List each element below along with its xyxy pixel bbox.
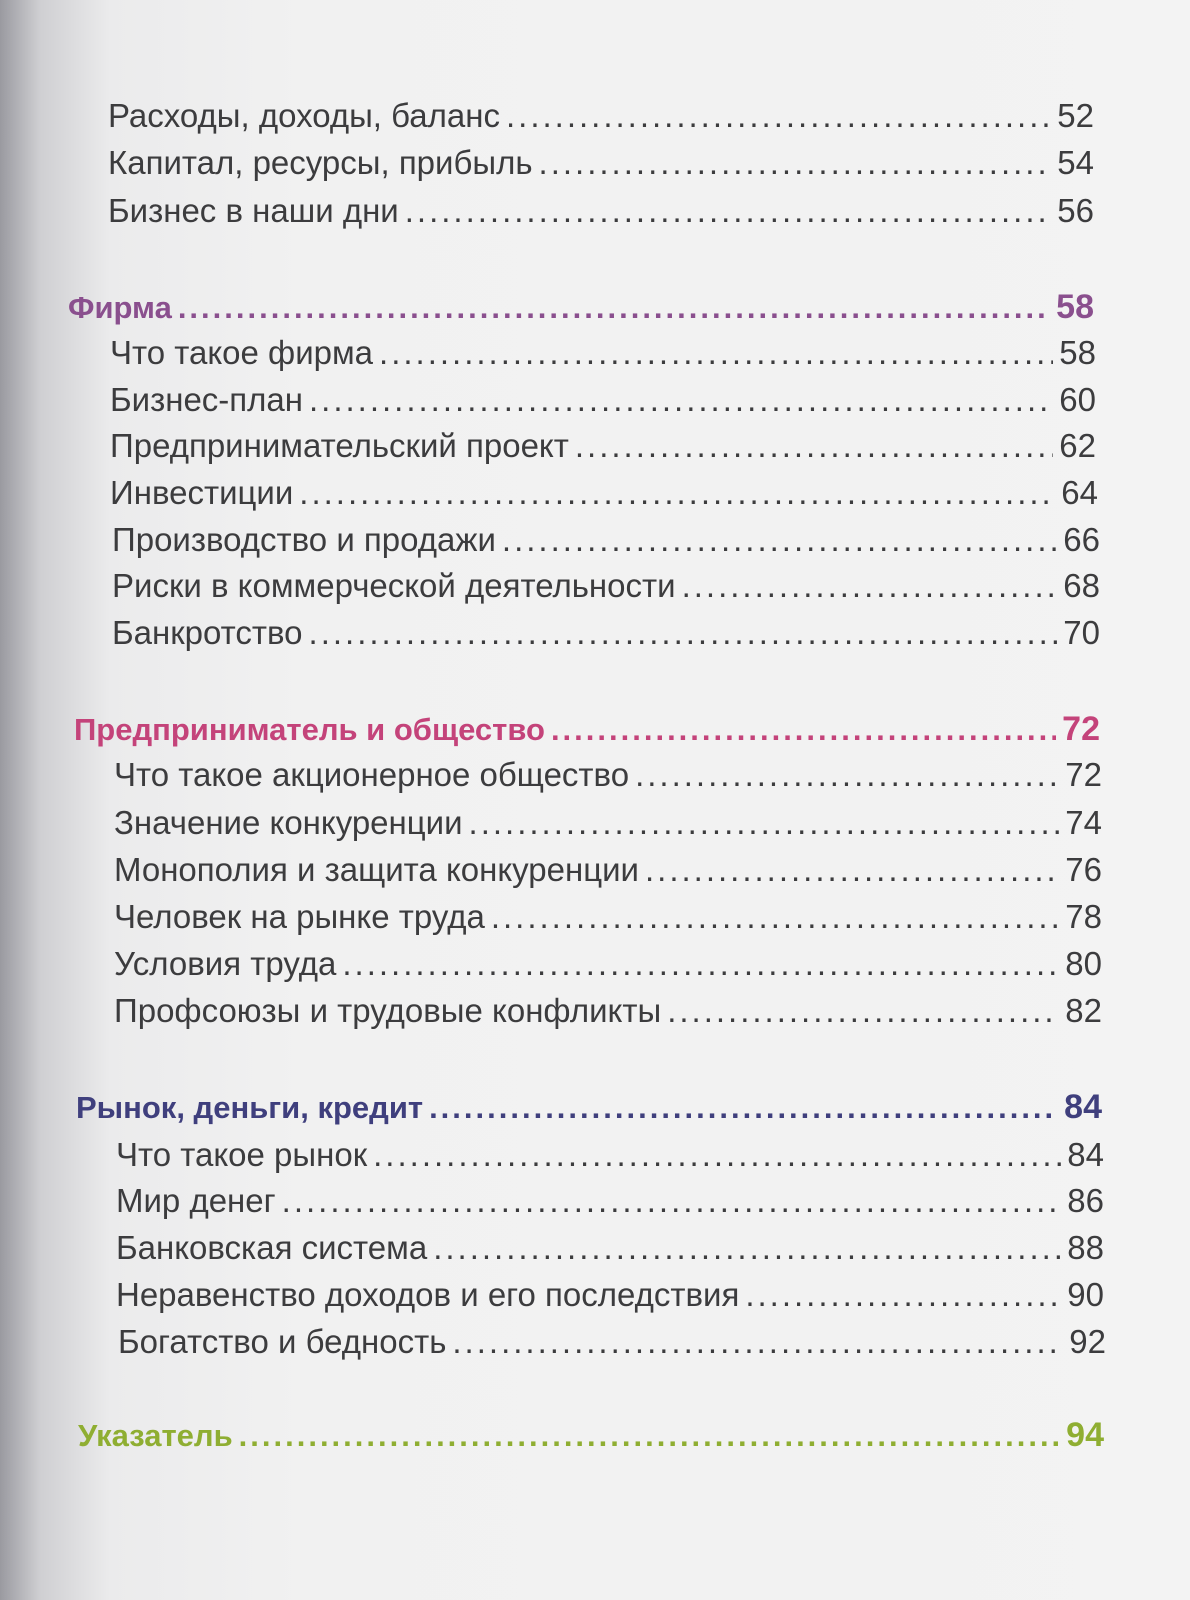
dot-leader — [491, 894, 1059, 940]
toc-entry — [110, 330, 1096, 376]
dot-leader — [309, 377, 1053, 423]
toc-entry-page: 76 — [1065, 851, 1102, 888]
toc-entry-page: 64 — [1061, 474, 1098, 511]
toc-entry-page: 86 — [1067, 1182, 1104, 1219]
toc-entry-title: Мир денег — [116, 1182, 276, 1219]
dot-leader — [282, 1178, 1062, 1224]
toc-section-page: 84 — [1064, 1088, 1102, 1126]
toc-entry — [116, 1178, 1104, 1224]
toc-entry-page: 90 — [1067, 1276, 1104, 1313]
dot-leader — [429, 1085, 1058, 1131]
toc-section-firm — [68, 284, 1094, 330]
toc-entry-title: Инвестиции — [110, 474, 294, 511]
toc-entry-page: 84 — [1067, 1136, 1104, 1173]
dot-leader — [178, 285, 1050, 331]
dot-leader — [239, 1413, 1061, 1459]
toc-entry-title: Богатство и бедность — [118, 1323, 447, 1360]
dot-leader — [502, 517, 1057, 563]
dot-leader — [645, 847, 1059, 893]
toc-entry-page: 72 — [1065, 756, 1102, 793]
toc-entry — [114, 894, 1102, 940]
toc-entry-title: Бизнес в наши дни — [108, 192, 399, 229]
toc-entry-page: 88 — [1067, 1229, 1104, 1266]
toc-entry-title: Значение конкуренции — [114, 804, 463, 841]
toc-entry-title: Что такое рынок — [116, 1136, 368, 1173]
toc-section-page: 94 — [1066, 1416, 1104, 1454]
dot-leader — [452, 1319, 1063, 1365]
toc-entry-page: 92 — [1069, 1323, 1106, 1360]
toc-entry — [114, 800, 1102, 846]
toc-entry-page: 68 — [1063, 567, 1100, 604]
dot-leader — [309, 610, 1058, 656]
dot-leader — [539, 140, 1052, 186]
toc-entry — [116, 1132, 1104, 1178]
toc-section-market-money-credit — [76, 1084, 1102, 1130]
dot-leader — [373, 1132, 1061, 1178]
dot-leader — [379, 330, 1053, 376]
toc-entry-page: 74 — [1065, 804, 1102, 841]
toc-section-index — [78, 1412, 1104, 1458]
toc-entry-title: Профсоюзы и трудовые конфликты — [114, 992, 662, 1029]
toc-entry — [118, 1319, 1106, 1365]
toc-entry — [108, 140, 1094, 186]
toc-entry — [108, 188, 1094, 234]
toc-entry — [110, 423, 1096, 469]
toc-entry-title: Предпринимательский проект — [110, 427, 569, 464]
toc-entry-title: Бизнес-план — [110, 381, 303, 418]
toc-entry-page: 66 — [1063, 521, 1100, 558]
toc-section-title: Рынок, деньги, кредит — [76, 1090, 424, 1125]
dot-leader — [506, 93, 1051, 139]
toc-entry-page: 82 — [1065, 992, 1102, 1029]
toc-entry — [114, 941, 1102, 987]
toc-entry-title: Расходы, доходы, баланс — [108, 97, 500, 134]
toc-entry-page: 54 — [1057, 144, 1094, 181]
dot-leader — [575, 423, 1053, 469]
toc-section-entrepreneur-society — [74, 706, 1100, 752]
toc-entry — [116, 1272, 1104, 1318]
toc-entry-page: 62 — [1059, 427, 1096, 464]
dot-leader — [405, 188, 1052, 234]
toc-entry — [110, 470, 1098, 516]
toc-entry — [114, 847, 1102, 893]
toc-entry-title: Банковская система — [116, 1229, 428, 1266]
toc-entry-title: Капитал, ресурсы, прибыль — [108, 144, 533, 181]
toc-section-page: 58 — [1056, 288, 1094, 326]
toc-entry-title: Неравенство доходов и его последствия — [116, 1276, 740, 1313]
toc-entry — [116, 1225, 1104, 1271]
dot-leader — [551, 707, 1056, 753]
toc-entry-page: 52 — [1057, 97, 1094, 134]
dot-leader — [667, 988, 1059, 1034]
toc-section-title: Предприниматель и общество — [74, 712, 545, 747]
toc-entry — [114, 752, 1102, 798]
toc-entry-page: 58 — [1059, 334, 1096, 371]
dot-leader — [682, 563, 1058, 609]
toc-entry-title: Что такое фирма — [110, 334, 374, 371]
dot-leader — [433, 1225, 1061, 1271]
toc-section-page: 72 — [1062, 710, 1100, 748]
toc-entry-page: 80 — [1065, 945, 1102, 982]
toc-entry-title: Что такое акционерное общество — [114, 756, 630, 793]
toc-entry — [112, 517, 1100, 563]
toc-entry-page: 60 — [1059, 381, 1096, 418]
toc-entry — [112, 563, 1100, 609]
dot-leader — [635, 752, 1059, 798]
toc-entry-title: Производство и продажи — [112, 521, 496, 558]
toc-entry-title: Условия труда — [114, 945, 337, 982]
dot-leader — [745, 1272, 1061, 1318]
toc-entry-title: Банкротство — [112, 614, 303, 651]
toc-entry-title: Человек на рынке труда — [114, 898, 485, 935]
toc-entry-title: Риски в коммерческой деятельности — [112, 567, 676, 604]
toc-entry — [108, 93, 1094, 139]
toc-entry-page: 70 — [1063, 614, 1100, 651]
toc-section-title: Указатель — [78, 1418, 233, 1453]
dot-leader — [342, 941, 1059, 987]
toc-section-title: Фирма — [68, 290, 172, 325]
toc-entry-page: 78 — [1065, 898, 1102, 935]
toc-entry — [110, 377, 1096, 423]
toc-entry-page: 56 — [1057, 192, 1094, 229]
toc-entry-title: Монополия и защита конкуренции — [114, 851, 639, 888]
toc-entry — [112, 610, 1100, 656]
toc-entry — [114, 988, 1102, 1034]
dot-leader — [469, 800, 1060, 846]
dot-leader — [299, 470, 1055, 516]
